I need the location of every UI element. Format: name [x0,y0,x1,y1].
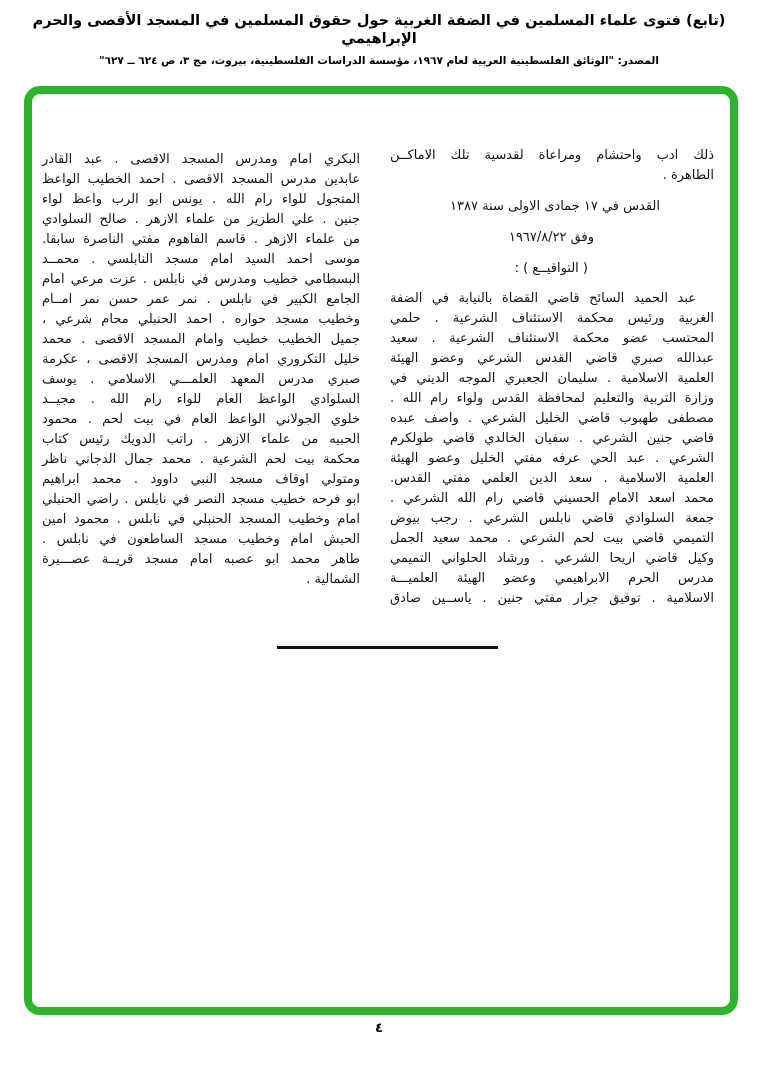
signature-line: الشرعي . عبد الحي عرفه مفتي الخليل وعضو الهيئة [390,451,714,466]
text-line: خلوي الجولاني الواعظ العام في بيت لحم . محمود [42,412,360,427]
signature-line: الغربية ورئيس محكمة الاستئناف الشرعية . حلمي [390,311,714,326]
text-line: موسى احمد السيد امام مسجد النابلسي . محمــد [42,252,360,267]
signature-line: عبدالله صبري قاضي القدس الشرعي وعضو الهيئة [390,351,714,366]
text-line: الحبش امام وخطيب مسجد الساطعون في نابلس . [42,532,360,547]
text-line: البكري امام ومدرس المسجد الاقصى . عبد القادر [42,152,360,167]
text-line: صبري مدرس المعهد العلمـــي الاسلامي . يوسف [42,372,360,387]
signature-line: محمد اسعد الامام الحسيني قاضي رام الله الشرعي . [390,491,714,506]
text-line: ابو فرحه خطيب مسجد النصر في نابلس . راضي الحنبلي [42,492,360,507]
text-line: الجامع الكبير في نابلس . نمر عمر حسن نمر امــام [42,292,360,307]
text-line: الحبيه من علماء الازهر . راتب الدويك رئيس كتاب [42,432,360,447]
date-line-gregorian: وفق ١٩٦٧/٨/٢٢ [508,230,594,245]
signature-line: العلمية الاسلامية . سليمان الجعبري الموجه الديني في [390,371,714,386]
signature-line: قاضي جنين الشرعي . سفيان الخالدي قاضي طولكرم [390,431,714,446]
left-text-column [42,150,360,590]
intro-line: ذلك ادب واحتشام ومراعاة لقدسية تلك الاماكــن [390,148,714,163]
text-line: السلوادي الواعظ العام للواء رام الله . مجيــد [42,392,360,407]
signatures-heading: ( التواقيــع ) : [514,261,588,276]
signature-line: العلمية الاسلامية . سعد الدين العلمي مفتي القدس. [390,471,714,486]
right-text-column [390,146,714,609]
text-line: الشمالية . [306,572,360,587]
signature-line: جمعة السلوادي قاضي نابلس الشرعي . رجب بيوض [390,511,714,526]
text-line: طاهر محمد ابو عصبه امام مسجد قريــة عصـــيرة [42,552,360,567]
signature-line: التميمي قاضي بيت لحم الشرعي . محمد سعيد الجمل [390,531,714,546]
text-line: جنين . علي الطزيز من علماء الازهر . صالح السلوادي [42,212,360,227]
document-title: (تابع) فتوى علماء المسلمين في الضفة الغربية حول حقوق المسلمين في المسجد الأقصى والحرم الإبراهيمي [32,13,726,48]
text-line: عابدين مدرس المسجد الاقصى . احمد الخطيب الواعظ [42,172,360,187]
text-line: خليل التكروري امام ومدرس المسجد الاقصى ، عكرمة [42,352,360,367]
document-header [0,12,758,67]
signature-line: وزارة التربية والتعليم لمحافظة القدس ولواء رام الله . [390,391,714,406]
page-number: ٤ [375,1021,383,1036]
signature-line: عبد الحميد السائح قاضي القضاة بالنيابة في الضفة [390,291,696,306]
signature-line: مصطفى طهبوب قاضي الخليل الشرعي . واصف عبده [390,411,714,426]
signature-line: مدرس الحرم الابراهيمي وعضو الهيئة العلميـــة [390,571,714,586]
text-line: جميل الخطيب خطيب وامام المسجد الاقصى . محمد [42,332,360,347]
text-line: ومتولي اوقاف مسجد النبي داوود . محمد ابراهيم [42,472,360,487]
document-source-line: المصدر: "الوثائق الفلسطينية العربية لعام ١٩٦٧، مؤسسة الدراسات الفلسطينية، بيروت، مج ٣، ص ٦٢٤ ــ ٦٢٧" [99,55,659,68]
text-line: البسطامي خطيب ومدرس في نابلس . عزت مرعي امام [42,272,360,287]
date-line-hijri: القدس في ١٧ جمادى الاولى سنة ١٣٨٧ [450,199,660,214]
signature-line: الاسلامية . توفيق جرار مفتي جنين . ياســين صادق [390,591,714,606]
signature-line: المحتسب عضو محكمة الاستئناف الشرعية . سعيد [390,331,714,346]
text-line: محكمة بيت لحم الشرعية . محمد جمال الدجاني ناظر [42,452,360,467]
separator-rule [277,646,498,649]
text-line: من علماء الازهر . قاسم الفاهوم مفتي الناصرة سابقا. [42,232,360,247]
text-line: امام وخطيب المسجد الحنبلي في نابلس . محمود امين [42,512,360,527]
signature-line: وكيل قاضي اريحا الشرعي . ورشاد الحلواني التميمي [390,551,714,566]
text-line: وخطيب مسجد حواره . احمد الحنبلي محام شرعي ، [42,312,360,327]
intro-line: الطاهرة . [662,168,714,183]
text-line: المتجول للواء رام الله . يونس ابو الرب واعظ لواء [42,192,360,207]
